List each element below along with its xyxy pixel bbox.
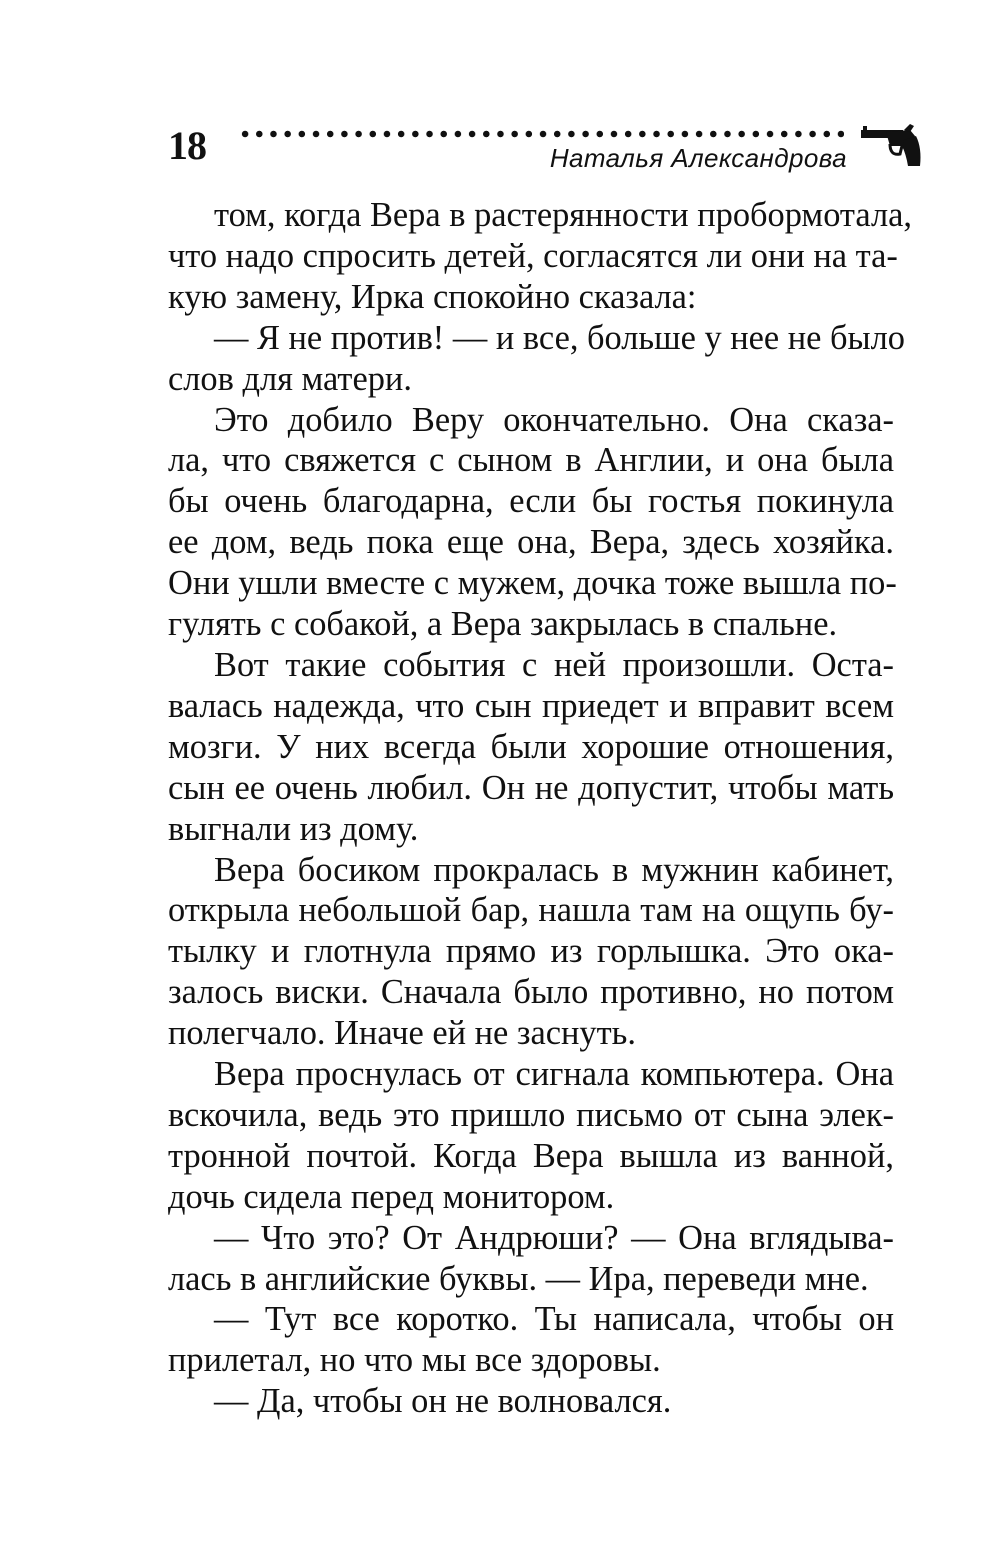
text-line: Вера босиком прокралась в мужнин кабинет, <box>214 850 894 889</box>
page-number: 18 <box>168 123 206 168</box>
text-line: — Да, чтобы он не волновался. <box>214 1382 672 1421</box>
revolver-grip <box>902 136 921 166</box>
running-header <box>0 0 1000 190</box>
paragraph <box>168 850 894 1055</box>
paragraph <box>168 645 894 850</box>
text-line: слов для матери. <box>168 359 412 398</box>
text-line: полегчало. Иначе ей не заснуть. <box>168 1014 636 1053</box>
text-line: залось виски. Сначала было противно, но потом <box>168 973 894 1012</box>
text-line: валась надежда, что сын приедет и вправит всем <box>168 686 894 725</box>
dot-leader <box>238 128 844 140</box>
page-text <box>168 195 912 1422</box>
text-line: прилетал, но что мы все здоровы. <box>168 1341 661 1380</box>
paragraph <box>168 1054 894 1218</box>
paragraph <box>168 1218 894 1300</box>
text-line: Вот такие события с ней произошли. Оста- <box>214 645 894 684</box>
revolver-icon <box>860 124 922 168</box>
text-line: бы очень благодарна, если бы гостья покинула <box>168 482 894 521</box>
paragraph <box>168 318 906 400</box>
text-line: — Тут все коротко. Ты написала, чтобы он <box>214 1300 894 1339</box>
text-line: что надо спросить детей, согласятся ли они на та- <box>168 236 898 275</box>
text-line: — Что это? От Андрюши? — Она вглядыва- <box>214 1218 894 1257</box>
text-line: гулять с собакой, а Вера закрылась в спальне. <box>168 605 838 644</box>
text-line: вскочила, ведь это пришло письмо от сына элек- <box>168 1095 894 1134</box>
text-line: выгнали из дому. <box>168 809 419 848</box>
revolver-sight <box>863 126 867 131</box>
author-name: Наталья Александрова <box>549 143 847 173</box>
text-line: открыла небольшой бар, нашла там на ощупь бу- <box>168 891 894 930</box>
text-line: сын ее очень любил. Он не допустит, чтобы мать <box>168 768 894 807</box>
text-line: тронной почтой. Когда Вера вышла из ванной, <box>168 1136 894 1175</box>
paragraph <box>168 1299 894 1381</box>
text-line: — Я не против! — и все, больше у нее не было <box>214 318 906 357</box>
text-line: тылку и глотнула прямо из горлышка. Это ока- <box>168 932 894 971</box>
text-line: мозги. У них всегда были хорошие отношения, <box>168 727 894 766</box>
text-line: ла, что свяжется с сыном в Англии, и она была <box>168 441 894 480</box>
text-line: том, когда Вера в растерянности пробормотала, <box>214 196 912 234</box>
text-line: лась в английские буквы. — Ира, переведи мне. <box>168 1259 869 1298</box>
paragraph <box>168 195 912 318</box>
text-line: Вера проснулась от сигнала компьютера. Она <box>214 1055 894 1094</box>
paragraph <box>168 400 897 645</box>
paragraph <box>168 1381 894 1422</box>
text-line: Они ушли вместе с мужем, дочка тоже вышла по- <box>168 564 897 603</box>
text-line: Это добило Веру окончательно. Она сказа- <box>214 400 894 439</box>
text-line: дочь сидела перед монитором. <box>168 1177 615 1216</box>
text-line: кую замену, Ирка спокойно сказала: <box>168 277 697 316</box>
text-line: ее дом, ведь пока еще она, Вера, здесь хозяйка. <box>168 523 894 562</box>
